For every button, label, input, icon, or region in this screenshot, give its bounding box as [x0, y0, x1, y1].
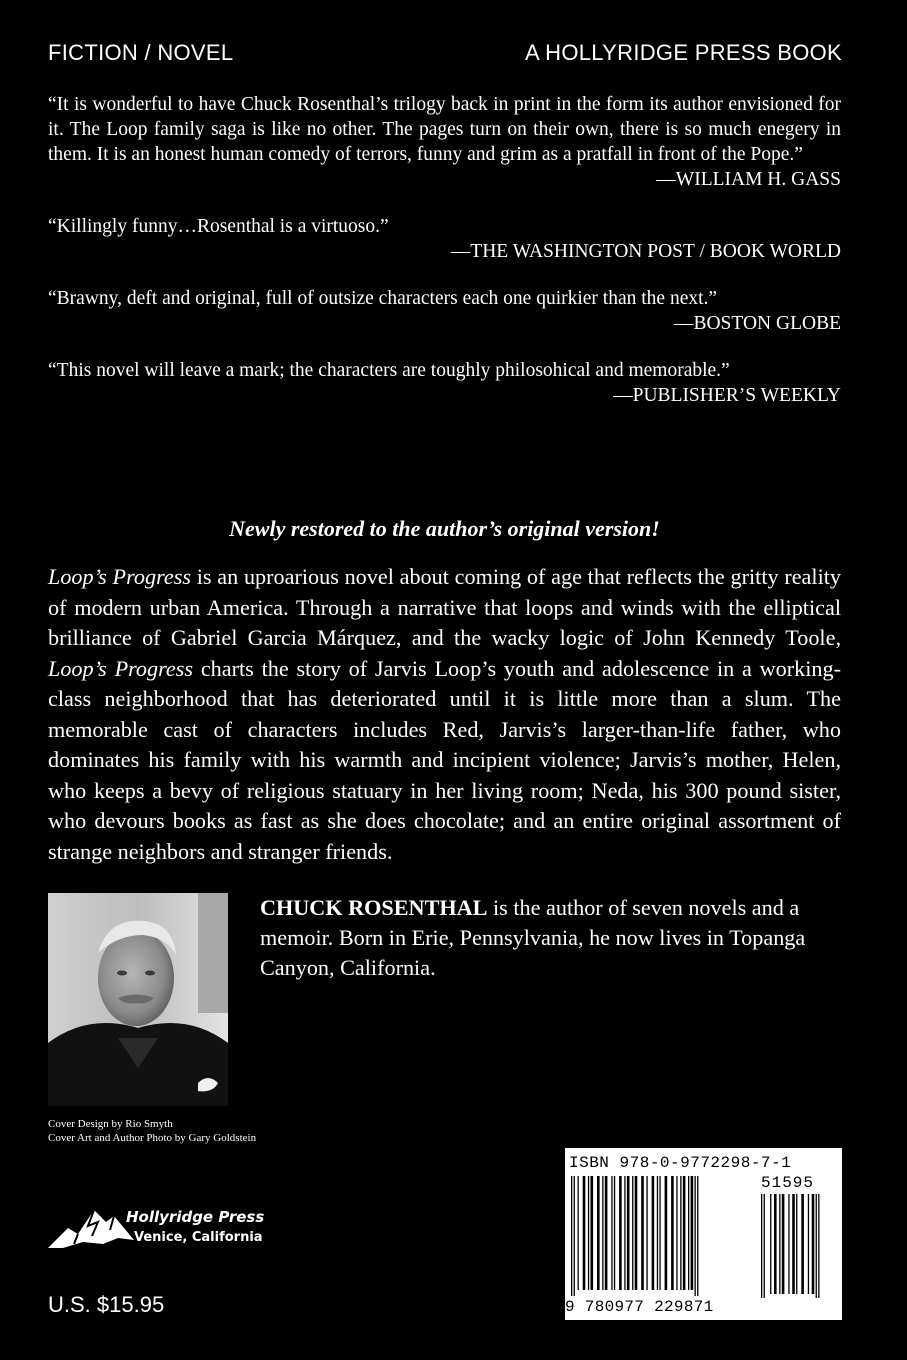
barcode-bar [574, 1176, 575, 1296]
publisher-logo-location: Venice, California [134, 1230, 263, 1245]
isbn-text: ISBN 978-0-9772298-7-1 [569, 1154, 792, 1172]
barcode-bar [796, 1194, 797, 1294]
barcode-bar [624, 1176, 625, 1290]
isbn-barcode [565, 1148, 842, 1320]
author-photo [48, 893, 228, 1106]
publisher-logo [48, 1200, 280, 1252]
barcode-bar [688, 1176, 689, 1290]
barcode-bar [588, 1176, 589, 1290]
barcode-bar [691, 1176, 694, 1290]
barcode-bar [683, 1176, 686, 1290]
barcode-bar [779, 1194, 780, 1294]
barcode-bar [774, 1194, 777, 1294]
description-text: is an uproarious novel about coming of age that reflects the gritty reality of modern urban America. Through a narrative that loops and winds with the elliptical brilliance of Gabriel Garcia Márquez, and the wacky logic of John Kennedy Toole, [48, 564, 841, 650]
category-label: FICTION / NOVEL [48, 40, 234, 65]
barcode-bar [697, 1176, 698, 1296]
publisher-line: A HOLLYRIDGE PRESS BOOK [524, 40, 842, 65]
barcode-addon-bars [761, 1194, 837, 1298]
barcode-bar [646, 1176, 647, 1290]
barcode-bar [657, 1176, 658, 1290]
barcode-bar [605, 1176, 608, 1290]
barcode-bar [614, 1176, 615, 1290]
quote-attribution: —THE WASHINGTON POST / BOOK WORLD [450, 241, 841, 262]
cover-art-credit: Cover Art and Author Photo by Gary Goldstein [48, 1132, 257, 1144]
quote-text: “It is wonderful to have Chuck Rosenthal’s trilogy back in print in the form its author envisioned for it. The Loop family saga is like no other. The pages turn on their own, there is so much enegery in them. It is an honest human comedy of terrors, funny and grim as a pratfall in front of the Pope.” [48, 94, 841, 165]
quote-attribution: —WILLIAM H. GASS [656, 169, 841, 190]
book-title: Loop’s Progress [48, 564, 191, 589]
barcode-bar [659, 1176, 660, 1290]
barcode-bar [782, 1194, 785, 1294]
description-text: charts the story of Jarvis Loop’s youth and adolescence in a working-class neighborhood that has deteriorated until it is little more than a slum. The memorable cast of characters includes Red, Jarvis’s larger-than-life father, who dominates his family with his warmth and incipient violence; Jarvis’s mother, Helen, who keeps a bevy of religious statuary in her living room; Neda, his 300 pound sister, who devours books as fast as she does chocolate; and an entire original assortment of strange neighbors and stranger friends. [48, 655, 841, 864]
barcode-main-bars [571, 1176, 751, 1298]
barcode-bar [611, 1176, 612, 1290]
barcode-addon-text: 51595 [761, 1174, 815, 1192]
barcode-bar [602, 1176, 603, 1290]
barcode-bar [761, 1194, 762, 1298]
quote-attribution: —PUBLISHER’S WEEKLY [613, 385, 841, 406]
publisher-logo-name: Hollyridge Press [126, 1208, 265, 1226]
barcode-bar [583, 1176, 586, 1290]
author-bio [260, 893, 840, 983]
mountain-icon [48, 1200, 138, 1252]
barcode-bar [676, 1176, 677, 1290]
barcode-bar [812, 1194, 815, 1294]
barcode-bar [801, 1194, 804, 1294]
quote-text: “Killingly funny…Rosenthal is a virtuoso.” [48, 216, 389, 237]
price: U.S. $15.95 [48, 1292, 165, 1317]
ean-text: 9 780977 229871 [565, 1298, 714, 1316]
barcode-bar [619, 1176, 622, 1290]
barcode-bar [695, 1176, 696, 1296]
barcode-bar [818, 1194, 819, 1298]
barcode-bar [808, 1194, 809, 1294]
barcode-bar [792, 1194, 795, 1294]
author-bio-text: is the author of seven novels and a memoir. Born in Erie, Pennsylvania, he now lives in Topanga Canyon, California. [260, 895, 806, 980]
barcode-bar [571, 1176, 572, 1296]
barcode-bar [591, 1176, 594, 1290]
barcode-bar [597, 1176, 600, 1290]
barcode-bar [641, 1176, 644, 1290]
barcode-bar [578, 1176, 579, 1290]
cover-design-credit: Cover Design by Rio Smyth [48, 1118, 173, 1130]
quote-text: “This novel will leave a mark; the characters are toughly philosohical and memorable.” [48, 360, 730, 381]
barcode-bar [671, 1176, 674, 1290]
barcode-bar [635, 1176, 638, 1290]
quote-text: “Brawny, deft and original, full of outsize characters each one quirkier than the next.” [48, 288, 718, 309]
author-name: CHUCK ROSENTHAL [260, 895, 488, 920]
barcode-bar [665, 1176, 668, 1290]
barcode-bar [764, 1194, 765, 1298]
barcode-bar [652, 1176, 655, 1290]
barcode-bar [788, 1194, 789, 1294]
quote-attribution: —BOSTON GLOBE [673, 313, 841, 334]
review-quotes [48, 92, 841, 408]
credits [48, 1117, 256, 1145]
book-title: Loop’s Progress [48, 655, 194, 681]
barcode-bar [627, 1176, 630, 1290]
barcode-bar [816, 1194, 817, 1298]
barcode-bar [680, 1176, 681, 1290]
barcode-bar [770, 1194, 771, 1294]
barcode-bar [632, 1176, 633, 1290]
tagline: Newly restored to the author’s original version! [229, 516, 660, 541]
book-description [48, 562, 841, 867]
